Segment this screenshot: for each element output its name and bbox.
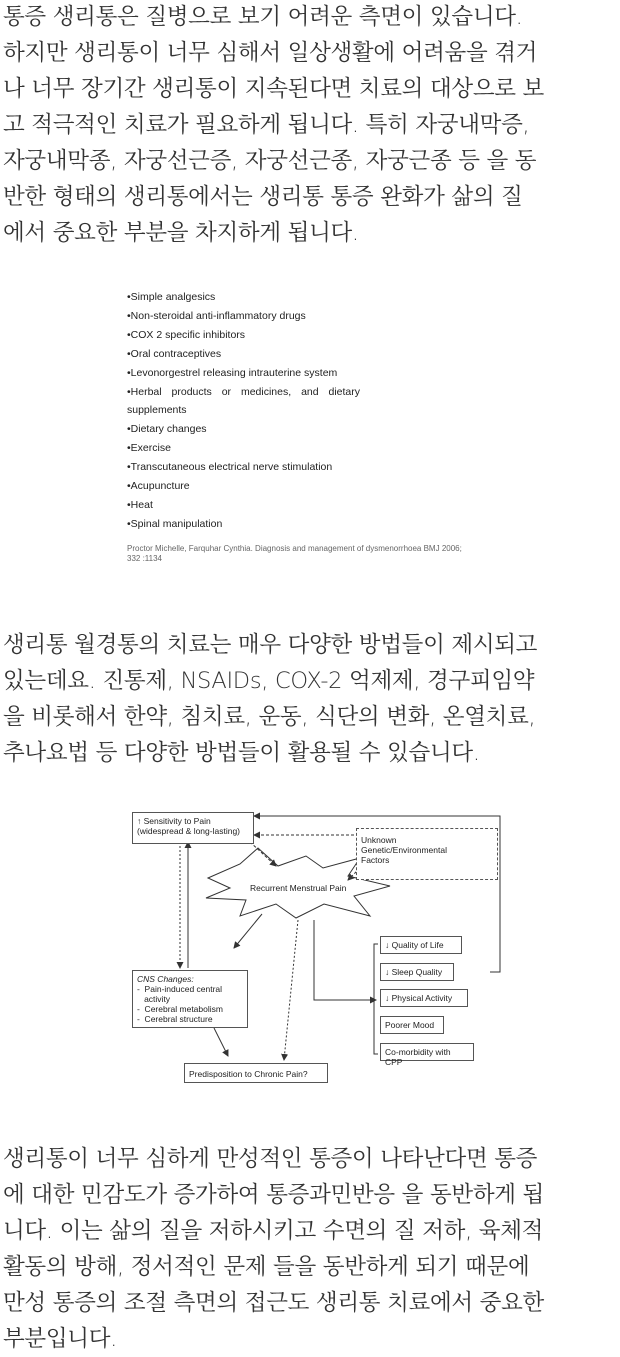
citation (127, 544, 547, 564)
treatment-item: •Exercise (127, 442, 171, 455)
pain-cycle-diagram (128, 808, 508, 1093)
predisposition-box: Predisposition to Chronic Pain? (184, 1063, 328, 1083)
treatment-item: supplements (127, 404, 187, 417)
treatment-item: •Dietary changes (127, 423, 207, 436)
paragraph-line: 에서 중요한 부분을 차지하게 됩니다. (3, 220, 359, 246)
paragraph-line: 에 대한 민감도가 증가하여 통증과민반응 을 동반하게 됩 (3, 1182, 544, 1208)
cns-changes-box (132, 970, 248, 1028)
intro-paragraph (3, 0, 615, 251)
unknown-factors-box (356, 828, 498, 880)
paragraph-line: 반한 형태의 생리통에서는 생리통 통증 완화가 삶의 질 (3, 184, 523, 210)
treatment-item: •Levonorgestrel releasing intrauterine system (127, 366, 338, 379)
paragraph-line: 만성 통증의 조절 측면의 접근도 생리통 치료에서 중요한 (3, 1290, 544, 1316)
treatment-item: •Transcutaneous electrical nerve stimulation (127, 461, 333, 474)
paragraph-line: 추나요법 등 다양한 방법들이 활용될 수 있습니다. (3, 740, 480, 766)
recurrent-menstrual-pain-label: Recurrent Menstrual Pain (250, 883, 347, 893)
paragraph-line: 고 적극적인 치료가 필요하게 됩니다. 특히 자궁내막증, (3, 112, 530, 138)
treatment-item: •Non-steroidal anti-inflammatory drugs (127, 309, 306, 322)
cns-item: - Cerebral metabolism (137, 1004, 223, 1014)
paragraph-line: 부분입니다. (3, 1326, 118, 1352)
treatment-item: •Oral contraceptives (127, 347, 222, 360)
treatment-list (127, 288, 547, 534)
outcome-quality-of-life: ↓ Quality of Life (380, 936, 462, 954)
treatment-item: •Herbal products or medicines, and dietary (127, 385, 361, 398)
unknown-label: Factors (361, 855, 390, 865)
cns-item: - Cerebral structure (137, 1014, 213, 1024)
cns-item: - Pain-induced central (137, 984, 223, 994)
unknown-label: Unknown (361, 835, 397, 845)
paragraph-line: 나 너무 장기간 생리통이 지속된다면 치료의 대상으로 보 (3, 76, 544, 102)
paragraph-line: 을 비롯해서 한약, 침치료, 운동, 식단의 변화, 온열치료, (3, 704, 536, 730)
paragraph-line: 있는데요. 진통제, NSAIDs, COX-2 억제제, 경구피임약 (3, 668, 535, 694)
treatment-list-figure (127, 288, 547, 564)
paragraph-line: 통증 생리통은 질병으로 보기 어려운 측면이 있습니다. (3, 4, 523, 30)
citation-line: Proctor Michelle, Farquhar Cynthia. Diagnosis and management of dysmenorrhoea BMJ 2006; (127, 543, 462, 553)
paragraph-line: 생리통이 너무 심하게 만성적인 통증이 나타난다면 통증 (3, 1146, 538, 1172)
paragraph-line: 니다. 이는 삶의 질을 저하시키고 수면의 질 저하, 육체적 (3, 1218, 544, 1244)
outcome-poorer-mood: Poorer Mood (380, 1016, 444, 1034)
treatment-item: •COX 2 specific inhibitors (127, 328, 246, 341)
treatment-paragraph (3, 627, 615, 771)
treatment-item: •Simple analgesics (127, 291, 216, 303)
paragraph-line: 자궁내막종, 자궁선근증, 자궁선근종, 자궁근종 등 을 동 (3, 148, 537, 174)
paragraph-line: 하지만 생리통이 너무 심해서 일상생활에 어려움을 겪거 (3, 40, 538, 66)
outcome-physical-activity: ↓ Physical Activity (380, 989, 468, 1007)
outcome-comorbidity-cpp: Co-morbidity with CPP (380, 1043, 474, 1061)
sensitivity-label: ↑ Sensitivity to Pain (137, 816, 211, 826)
closing-paragraph (3, 1141, 615, 1357)
citation-line: 332 :1134 (127, 553, 162, 563)
cns-item: activity (137, 994, 171, 1004)
outcome-sleep-quality: ↓ Sleep Quality (380, 963, 454, 981)
paragraph-line: 활동의 방해, 정서적인 문제 들을 동반하게 되기 때문에 (3, 1254, 530, 1280)
treatment-item: •Spinal manipulation (127, 517, 223, 530)
treatment-item: •Acupuncture (127, 480, 190, 493)
unknown-label: Genetic/Environmental (361, 845, 447, 855)
cns-title: CNS Changes: (137, 974, 194, 984)
paragraph-line: 생리통 월경통의 치료는 매우 다양한 방법들이 제시되고 (3, 632, 538, 658)
treatment-item: •Heat (127, 498, 153, 511)
sensitivity-box (132, 812, 254, 844)
sensitivity-sublabel: (widespread & long-lasting) (137, 826, 240, 836)
